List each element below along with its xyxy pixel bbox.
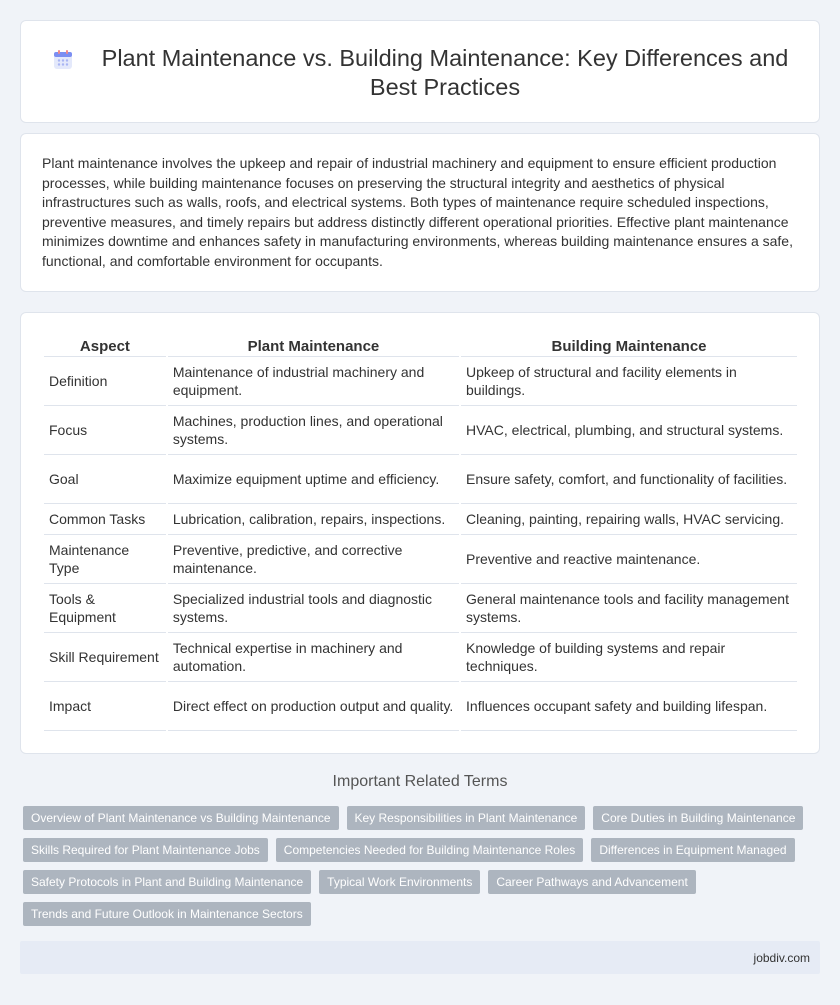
related-term-tag[interactable]: Safety Protocols in Plant and Building Maintenance [23, 870, 311, 894]
table-cell-plant: Machines, production lines, and operational systems. [168, 406, 459, 455]
related-term-tag[interactable]: Typical Work Environments [319, 870, 480, 894]
related-terms-list [23, 806, 813, 926]
table-cell-plant: Maximize equipment uptime and efficiency. [168, 455, 459, 504]
table-cell-aspect: Definition [44, 357, 166, 406]
table-cell-building: Cleaning, painting, repairing walls, HVAC servicing. [461, 504, 797, 535]
table-header-row [44, 335, 797, 357]
table-row [44, 357, 797, 406]
table-cell-building: Knowledge of building systems and repair techniques. [461, 633, 797, 682]
table-cell-building: Upkeep of structural and facility elements in buildings. [461, 357, 797, 406]
table-cell-aspect: Impact [44, 682, 166, 731]
related-term-tag[interactable]: Trends and Future Outlook in Maintenance Sectors [23, 902, 311, 926]
table-row [44, 682, 797, 731]
table-cell-aspect: Goal [44, 455, 166, 504]
table-cell-aspect: Maintenance Type [44, 535, 166, 584]
table-cell-plant: Preventive, predictive, and corrective maintenance. [168, 535, 459, 584]
table-row [44, 455, 797, 504]
table-cell-aspect: Skill Requirement [44, 633, 166, 682]
table-cell-plant: Lubrication, calibration, repairs, inspections. [168, 504, 459, 535]
table-cell-building: Influences occupant safety and building lifespan. [461, 682, 797, 731]
table-cell-aspect: Focus [44, 406, 166, 455]
comparison-table-card [20, 312, 820, 754]
table-cell-aspect: Tools & Equipment [44, 584, 166, 633]
page-title: Plant Maintenance vs. Building Maintenance: Key Differences and Best Practices [101, 45, 789, 100]
table-row [44, 535, 797, 584]
table-row [44, 633, 797, 682]
related-term-tag[interactable]: Key Responsibilities in Plant Maintenance [347, 806, 586, 830]
table-cell-building: General maintenance tools and facility management systems. [461, 584, 797, 633]
comparison-table [42, 335, 799, 731]
related-term-tag[interactable]: Competencies Needed for Building Maintenance Roles [276, 838, 584, 862]
related-terms-heading: Important Related Terms [332, 773, 508, 790]
related-term-tag[interactable]: Career Pathways and Advancement [488, 870, 695, 894]
title-card [20, 20, 820, 123]
related-term-tag[interactable]: Core Duties in Building Maintenance [593, 806, 803, 830]
table-cell-plant: Maintenance of industrial machinery and equipment. [168, 357, 459, 406]
table-cell-plant: Direct effect on production output and quality. [168, 682, 459, 731]
table-cell-plant: Technical expertise in machinery and automation. [168, 633, 459, 682]
intro-paragraph: Plant maintenance involves the upkeep and repair of industrial machinery and equipment to ensure efficient production processes, while building maintenance focuses on preserving the structural integrity and aesthetics of physical infrastructures such as walls, roofs, and electrical systems. Both types of maintenance require scheduled inspections, preventive measures, and timely repairs but address distinctly different operational priorities. Effective plant maintenance minimizes downtime and enhances safety in manufacturing environments, whereas building maintenance ensures a safe, functional, and comfortable environment for occupants. [42, 155, 793, 269]
related-term-tag[interactable]: Differences in Equipment Managed [591, 838, 794, 862]
column-header-plant-maintenance: Plant Maintenance [168, 335, 459, 357]
column-header-aspect: Aspect [44, 335, 166, 357]
table-cell-aspect: Common Tasks [44, 504, 166, 535]
table-row [44, 584, 797, 633]
table-cell-building: Ensure safety, comfort, and functionality of facilities. [461, 455, 797, 504]
related-term-tag[interactable]: Overview of Plant Maintenance vs Building Maintenance [23, 806, 339, 830]
table-cell-plant: Specialized industrial tools and diagnostic systems. [168, 584, 459, 633]
table-cell-building: Preventive and reactive maintenance. [461, 535, 797, 584]
column-header-building-maintenance: Building Maintenance [461, 335, 797, 357]
table-cell-building: HVAC, electrical, plumbing, and structural systems. [461, 406, 797, 455]
table-row [44, 504, 797, 535]
table-row [44, 406, 797, 455]
footer [20, 941, 820, 974]
related-term-tag[interactable]: Skills Required for Plant Maintenance Jobs [23, 838, 268, 862]
footer-site-link[interactable]: jobdiv.com [753, 951, 810, 965]
intro-card [20, 133, 820, 292]
